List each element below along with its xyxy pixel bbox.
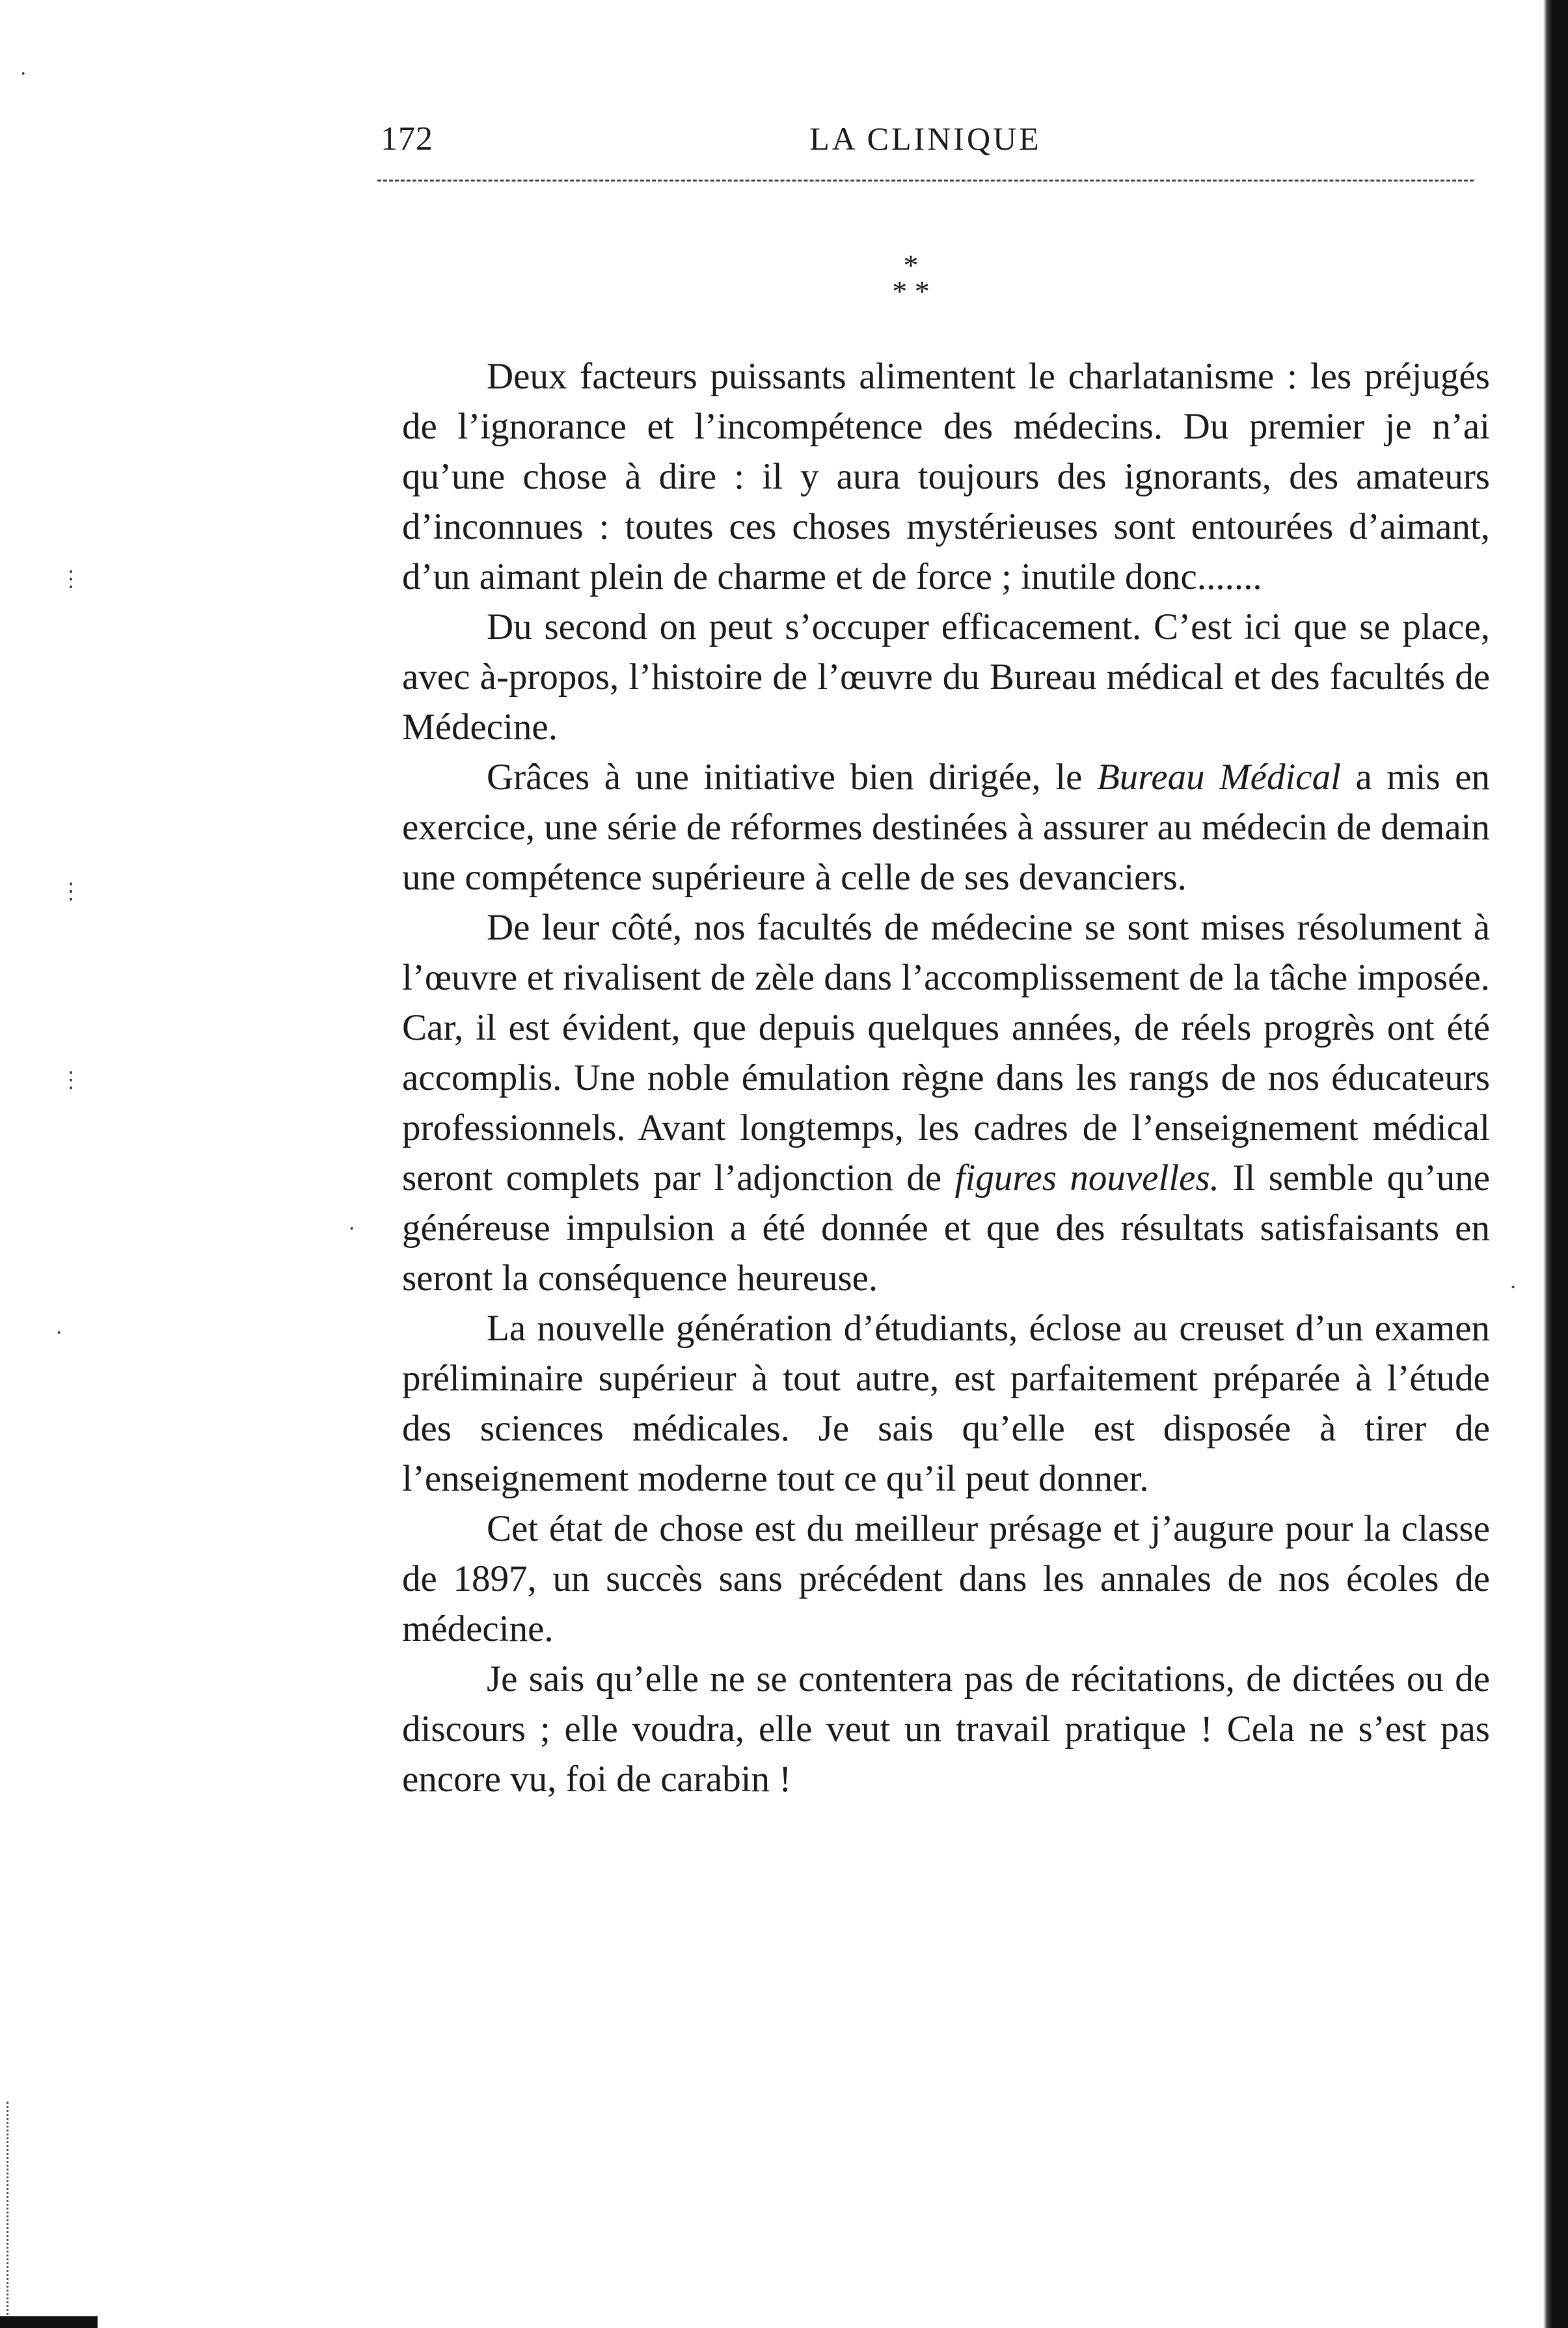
asterism-bottom: * * [892, 275, 930, 308]
paragraph-6: Cet état de chose est du meilleur présage et j’augure pour la classe de 1897, un succès sans précédent dans les annales de nos écoles de médecine. [402, 1508, 1490, 1649]
scan-speck: ⋮ [60, 567, 82, 591]
binding-edge [1543, 0, 1568, 2328]
scan-corner-mark [0, 2316, 98, 2328]
running-title: LA CLINIQUE [809, 120, 1042, 157]
scan-speck: · [55, 1321, 63, 1345]
running-head [381, 115, 1470, 167]
italic-bureau-medical: Bureau Médical [1096, 757, 1341, 798]
paragraph-7: Je sais qu’elle ne se contentera pas de récitations, de dictées ou de discours ; elle voudra, elle veut un travail pratique ! Cela ne s’est pas encore vu, foi de carabin ! [402, 1658, 1490, 1800]
scan-speck: · [1509, 1275, 1517, 1299]
paragraph-5: La nouvelle génération d’étudiants, éclose au creuset d’un examen préliminaire supérieur à tout autre, est parfaitement préparée à l’étude des sciences médicales. Je sais qu’elle est disposée à tirer de l’enseignement moderne tout ce qu’il peut donner. [402, 1308, 1490, 1499]
paragraph-2: Du second on peut s’occuper efficacement. C’est ici que se place, avec à-propos, l’histoire de l’œuvre du Bureau médical et des facultés de Médecine. [402, 606, 1490, 748]
scan-edge-marks [7, 2102, 12, 2328]
scan-speck: ⋮ [60, 880, 82, 904]
scan-speck: ⋮ [60, 1068, 82, 1092]
scan-speck: · [20, 62, 27, 86]
paragraph-3 [402, 752, 1490, 902]
scan-speck: · [348, 1217, 356, 1241]
header-rule [377, 180, 1474, 182]
paragraph-4 [402, 902, 1490, 1303]
asterism-ornament [865, 249, 956, 318]
page-number: 172 [381, 120, 433, 157]
paragraph-3-start: Grâces à une initiative bien dirigée, le [487, 757, 1097, 798]
paragraph-1: Deux facteurs puissants alimentent le charlatanisme : les préjugés de l’ignorance et l’incompétence des médecins. Du premier je n’ai qu’une chose à dire : il y aura toujours des ignorants, des amateurs d’inconnues : toutes ces choses mystérieuses sont entourées d’aimant, d’un aimant plein de charme et de force ; inutile donc....... [402, 356, 1490, 597]
body-text [402, 351, 1490, 1804]
italic-figures-nouvelles: figures nouvelles. [954, 1157, 1219, 1198]
paragraph-3-end: a mis en exercice, une série de réformes destinées à assurer au médecin de demain une compétence supérieure à celle de ses devanciers. [402, 757, 1491, 898]
paragraph-4-end: Il semble qu’une généreuse impulsion a été donnée et que des résultats satisfaisants en seront la conséquence heureuse. [402, 1157, 1490, 1299]
asterism-top: * [903, 249, 919, 282]
paragraph-4-start: De leur côté, nos facultés de médecine se sont mises résolument à l’œuvre et rivalisent de zèle dans l’accomplissement de la tâche imposée. Car, il est évident, que depuis quelques années, de réels progrès ont été accomplis. Une noble émulation règne dans les rangs de nos éducateurs professionnels. Avant longtemps, les cadres de l’enseignement médical seront complets par l’adjonction de [402, 907, 1490, 1198]
